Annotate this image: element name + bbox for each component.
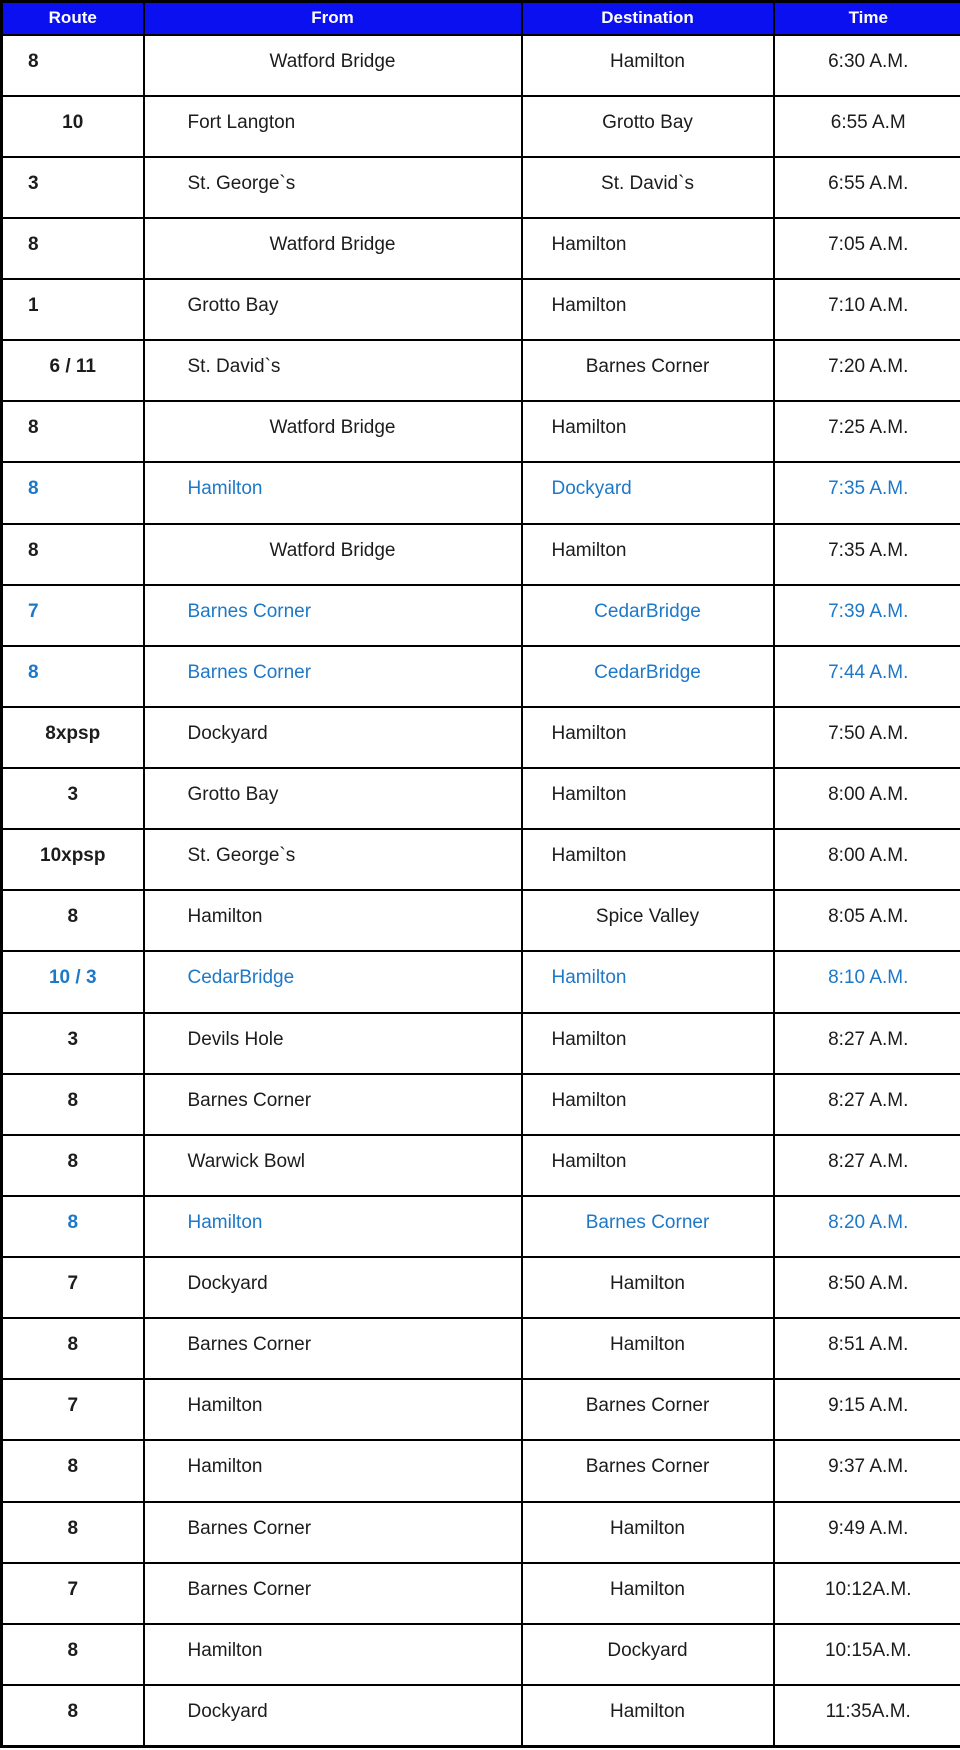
destination-link[interactable]: Hamilton [551,967,627,989]
from-link[interactable]: Barnes Corner [187,600,312,622]
table-row [2,157,960,218]
from-cell [144,1563,522,1624]
route-value: 1 [28,295,39,317]
route-value: 3 [67,784,79,806]
time-value: 7:35 A.M. [828,539,909,561]
time-link[interactable]: 7:35 A.M. [828,478,909,500]
table-row [2,340,960,401]
time-link[interactable]: 7:39 A.M. [828,600,909,622]
time-cell [774,951,960,1012]
time-value: 9:15 A.M. [828,1395,909,1417]
destination-cell [522,1257,774,1318]
destination-cell [522,1379,774,1440]
from-cell [144,1013,522,1074]
destination-cell [522,279,774,340]
destination-cell [522,96,774,157]
destination-cell [522,1135,774,1196]
route-value: 8 [67,1150,79,1172]
time-value: 8:27 A.M. [828,1150,909,1172]
time-value: 8:27 A.M. [828,1028,909,1050]
route-value: 8 [28,417,39,439]
route-value: 8 [28,50,39,72]
destination-value: Spice Valley [595,906,700,928]
destination-cell [522,1074,774,1135]
table-row [2,1502,960,1563]
destination-cell [522,401,774,462]
destination-cell [522,1318,774,1379]
from-cell [144,951,522,1012]
from-cell [144,35,522,96]
route-value: 6 / 11 [49,356,96,378]
from-value: Dockyard [187,1700,268,1722]
time-value: 8:27 A.M. [828,1089,909,1111]
route-cell [2,1379,144,1440]
from-cell [144,1624,522,1685]
destination-cell [522,157,774,218]
from-value: Barnes Corner [187,1578,312,1600]
route-value: 8 [28,233,39,255]
destination-value: Hamilton [610,1700,685,1722]
table-row [2,1563,960,1624]
table-row [2,707,960,768]
from-cell [144,96,522,157]
time-cell [774,1440,960,1501]
from-cell [144,1685,522,1746]
route-cell [2,1013,144,1074]
route-link[interactable]: 8 [67,1211,79,1233]
table-row [2,96,960,157]
route-link[interactable]: 8 [28,661,39,683]
from-cell [144,401,522,462]
time-cell [774,829,960,890]
route-value: 3 [67,1028,79,1050]
from-cell [144,340,522,401]
destination-cell [522,1624,774,1685]
table-row [2,462,960,523]
from-value: Watford Bridge [269,233,396,255]
from-cell [144,279,522,340]
time-cell [774,646,960,707]
destination-value: Hamilton [551,1028,627,1050]
time-value: 7:25 A.M. [828,417,909,439]
destination-value: Hamilton [551,784,627,806]
destination-cell [522,768,774,829]
from-cell [144,1502,522,1563]
destination-cell [522,890,774,951]
time-value: 7:05 A.M. [828,233,909,255]
from-cell [144,646,522,707]
time-cell [774,157,960,218]
destination-value: Hamilton [610,1578,685,1600]
column-header-destination: Destination [522,2,774,35]
destination-value: Hamilton [610,1517,685,1539]
route-value: 8 [28,539,39,561]
time-cell [774,340,960,401]
destination-value: Hamilton [610,50,685,72]
from-cell [144,462,522,523]
from-value: Devils Hole [187,1028,284,1050]
time-cell [774,1624,960,1685]
route-link[interactable]: 8 [28,478,39,500]
route-cell [2,1074,144,1135]
destination-value: Dockyard [607,1639,688,1661]
destination-value: St. David`s [601,172,694,194]
destination-value: Barnes Corner [585,356,710,378]
destination-value: Hamilton [551,1150,627,1172]
route-value: 10xpsp [40,845,106,867]
destination-cell [522,1502,774,1563]
table-row [2,951,960,1012]
destination-cell [522,1196,774,1257]
time-value: 7:10 A.M. [828,295,909,317]
time-cell [774,1013,960,1074]
time-value: 10:12A.M. [824,1578,912,1600]
table-row [2,401,960,462]
time-value: 8:05 A.M. [828,906,909,928]
from-cell [144,1379,522,1440]
destination-cell [522,951,774,1012]
time-cell [774,401,960,462]
destination-value: Hamilton [610,1334,685,1356]
destination-cell [522,1563,774,1624]
time-value: 9:49 A.M. [828,1517,909,1539]
from-value: Dockyard [187,1273,268,1295]
from-cell [144,1135,522,1196]
from-link[interactable]: CedarBridge [187,967,295,989]
from-value: St. David`s [187,356,281,378]
table-row [2,1074,960,1135]
table-row [2,890,960,951]
from-cell [144,1440,522,1501]
table-row [2,1318,960,1379]
route-value: 8 [67,1639,79,1661]
time-cell [774,1379,960,1440]
route-cell [2,829,144,890]
destination-link[interactable]: Barnes Corner [585,1211,710,1233]
destination-cell [522,1685,774,1746]
table-row [2,768,960,829]
route-value: 8 [67,1456,79,1478]
route-cell [2,340,144,401]
destination-value: Barnes Corner [585,1395,710,1417]
time-cell [774,1074,960,1135]
destination-value: Grotto Bay [602,111,693,133]
from-cell [144,707,522,768]
destination-cell [522,1013,774,1074]
from-cell [144,524,522,585]
route-cell [2,218,144,279]
destination-link[interactable]: CedarBridge [594,600,701,622]
from-cell [144,157,522,218]
time-value: 6:55 A.M. [828,172,909,194]
column-header-time: Time [774,2,960,35]
table-row [2,218,960,279]
time-cell [774,1318,960,1379]
time-cell [774,1135,960,1196]
time-cell [774,462,960,523]
route-cell [2,1196,144,1257]
table-row [2,1379,960,1440]
from-value: Dockyard [187,722,268,744]
time-value: 8:00 A.M. [828,845,909,867]
destination-cell [522,218,774,279]
route-cell [2,646,144,707]
table-row [2,585,960,646]
time-value: 6:30 A.M. [828,50,909,72]
time-cell [774,1563,960,1624]
route-cell [2,951,144,1012]
table-row [2,1013,960,1074]
destination-value: Hamilton [551,845,627,867]
from-value: Watford Bridge [269,539,396,561]
destination-value: Hamilton [551,722,627,744]
destination-cell [522,524,774,585]
table-header [2,2,960,35]
destination-cell [522,646,774,707]
table-row [2,1257,960,1318]
route-cell [2,524,144,585]
route-link[interactable]: 10 / 3 [48,967,97,989]
time-value: 9:37 A.M. [828,1456,909,1478]
column-header-from: From [144,2,522,35]
from-value: Barnes Corner [187,1517,312,1539]
route-value: 3 [28,172,39,194]
time-link[interactable]: 8:10 A.M. [828,967,909,989]
table-body [2,35,960,1747]
route-cell [2,401,144,462]
from-cell [144,1318,522,1379]
from-cell [144,1196,522,1257]
destination-cell [522,1440,774,1501]
time-cell [774,96,960,157]
table-row [2,1624,960,1685]
time-value: 7:20 A.M. [828,356,909,378]
from-cell [144,829,522,890]
destination-value: Hamilton [551,539,627,561]
route-cell [2,279,144,340]
route-cell [2,1563,144,1624]
time-cell [774,35,960,96]
route-cell [2,1318,144,1379]
route-value: 8 [67,1700,79,1722]
time-link[interactable]: 8:20 A.M. [828,1211,909,1233]
destination-value: Hamilton [551,295,627,317]
from-value: Hamilton [187,1395,263,1417]
time-cell [774,890,960,951]
time-value: 10:15A.M. [824,1639,912,1661]
time-cell [774,279,960,340]
from-value: Grotto Bay [187,784,279,806]
route-value: 10 [62,111,84,133]
from-cell [144,890,522,951]
time-link[interactable]: 7:44 A.M. [828,661,909,683]
from-value: Grotto Bay [187,295,279,317]
from-value: Hamilton [187,1639,263,1661]
destination-cell [522,829,774,890]
time-value: 8:50 A.M. [828,1273,909,1295]
table-row [2,646,960,707]
destination-value: Hamilton [610,1273,685,1295]
from-cell [144,585,522,646]
table-row [2,1135,960,1196]
route-cell [2,890,144,951]
from-cell [144,218,522,279]
route-cell [2,157,144,218]
route-value: 8 [67,1089,79,1111]
from-link[interactable]: Barnes Corner [187,661,312,683]
destination-link[interactable]: Dockyard [551,478,632,500]
time-value: 8:51 A.M. [828,1334,909,1356]
from-value: Fort Langton [187,111,296,133]
destination-value: Hamilton [551,417,627,439]
from-link[interactable]: Hamilton [187,1211,263,1233]
from-cell [144,768,522,829]
table-row [2,35,960,96]
route-cell [2,96,144,157]
route-cell [2,462,144,523]
route-cell [2,1685,144,1746]
destination-value: Hamilton [551,1089,627,1111]
route-cell [2,1502,144,1563]
time-cell [774,524,960,585]
destination-value: Hamilton [551,233,627,255]
route-value: 7 [67,1273,79,1295]
table-row [2,1196,960,1257]
route-value: 8 [67,906,79,928]
from-value: Hamilton [187,906,263,928]
route-cell [2,1135,144,1196]
route-cell [2,707,144,768]
time-cell [774,1685,960,1746]
destination-cell [522,35,774,96]
time-value: 8:00 A.M. [828,784,909,806]
time-cell [774,1257,960,1318]
route-cell [2,1257,144,1318]
table-row [2,1440,960,1501]
destination-link[interactable]: CedarBridge [594,661,701,683]
header-row [2,2,960,35]
time-value: 6:55 A.M [830,111,906,133]
route-value: 7 [67,1578,79,1600]
route-value: 7 [67,1395,79,1417]
destination-cell [522,585,774,646]
route-value: 8 [67,1517,79,1539]
route-value: 8xpsp [45,722,101,744]
time-cell [774,1196,960,1257]
destination-cell [522,462,774,523]
time-cell [774,585,960,646]
from-value: Hamilton [187,1456,263,1478]
route-cell [2,585,144,646]
time-value: 11:35A.M. [825,1700,911,1722]
from-cell [144,1074,522,1135]
from-value: Barnes Corner [187,1089,312,1111]
route-value: 8 [67,1334,79,1356]
table-row [2,279,960,340]
from-value: St. George`s [187,845,296,867]
route-cell [2,35,144,96]
route-cell [2,1624,144,1685]
from-value: Watford Bridge [269,50,396,72]
destination-cell [522,340,774,401]
from-value: Warwick Bowl [187,1150,306,1172]
time-cell [774,768,960,829]
route-link[interactable]: 7 [28,600,39,622]
route-cell [2,768,144,829]
destination-cell [522,707,774,768]
destination-value: Barnes Corner [585,1456,710,1478]
table-row [2,829,960,890]
from-link[interactable]: Hamilton [187,478,263,500]
time-value: 7:50 A.M. [828,722,909,744]
time-cell [774,1502,960,1563]
time-cell [774,707,960,768]
route-cell [2,1440,144,1501]
time-cell [774,218,960,279]
from-value: St. George`s [187,172,296,194]
column-header-route: Route [2,2,144,35]
from-cell [144,1257,522,1318]
from-value: Watford Bridge [269,417,396,439]
table-row [2,524,960,585]
from-value: Barnes Corner [187,1334,312,1356]
table-row [2,1685,960,1746]
